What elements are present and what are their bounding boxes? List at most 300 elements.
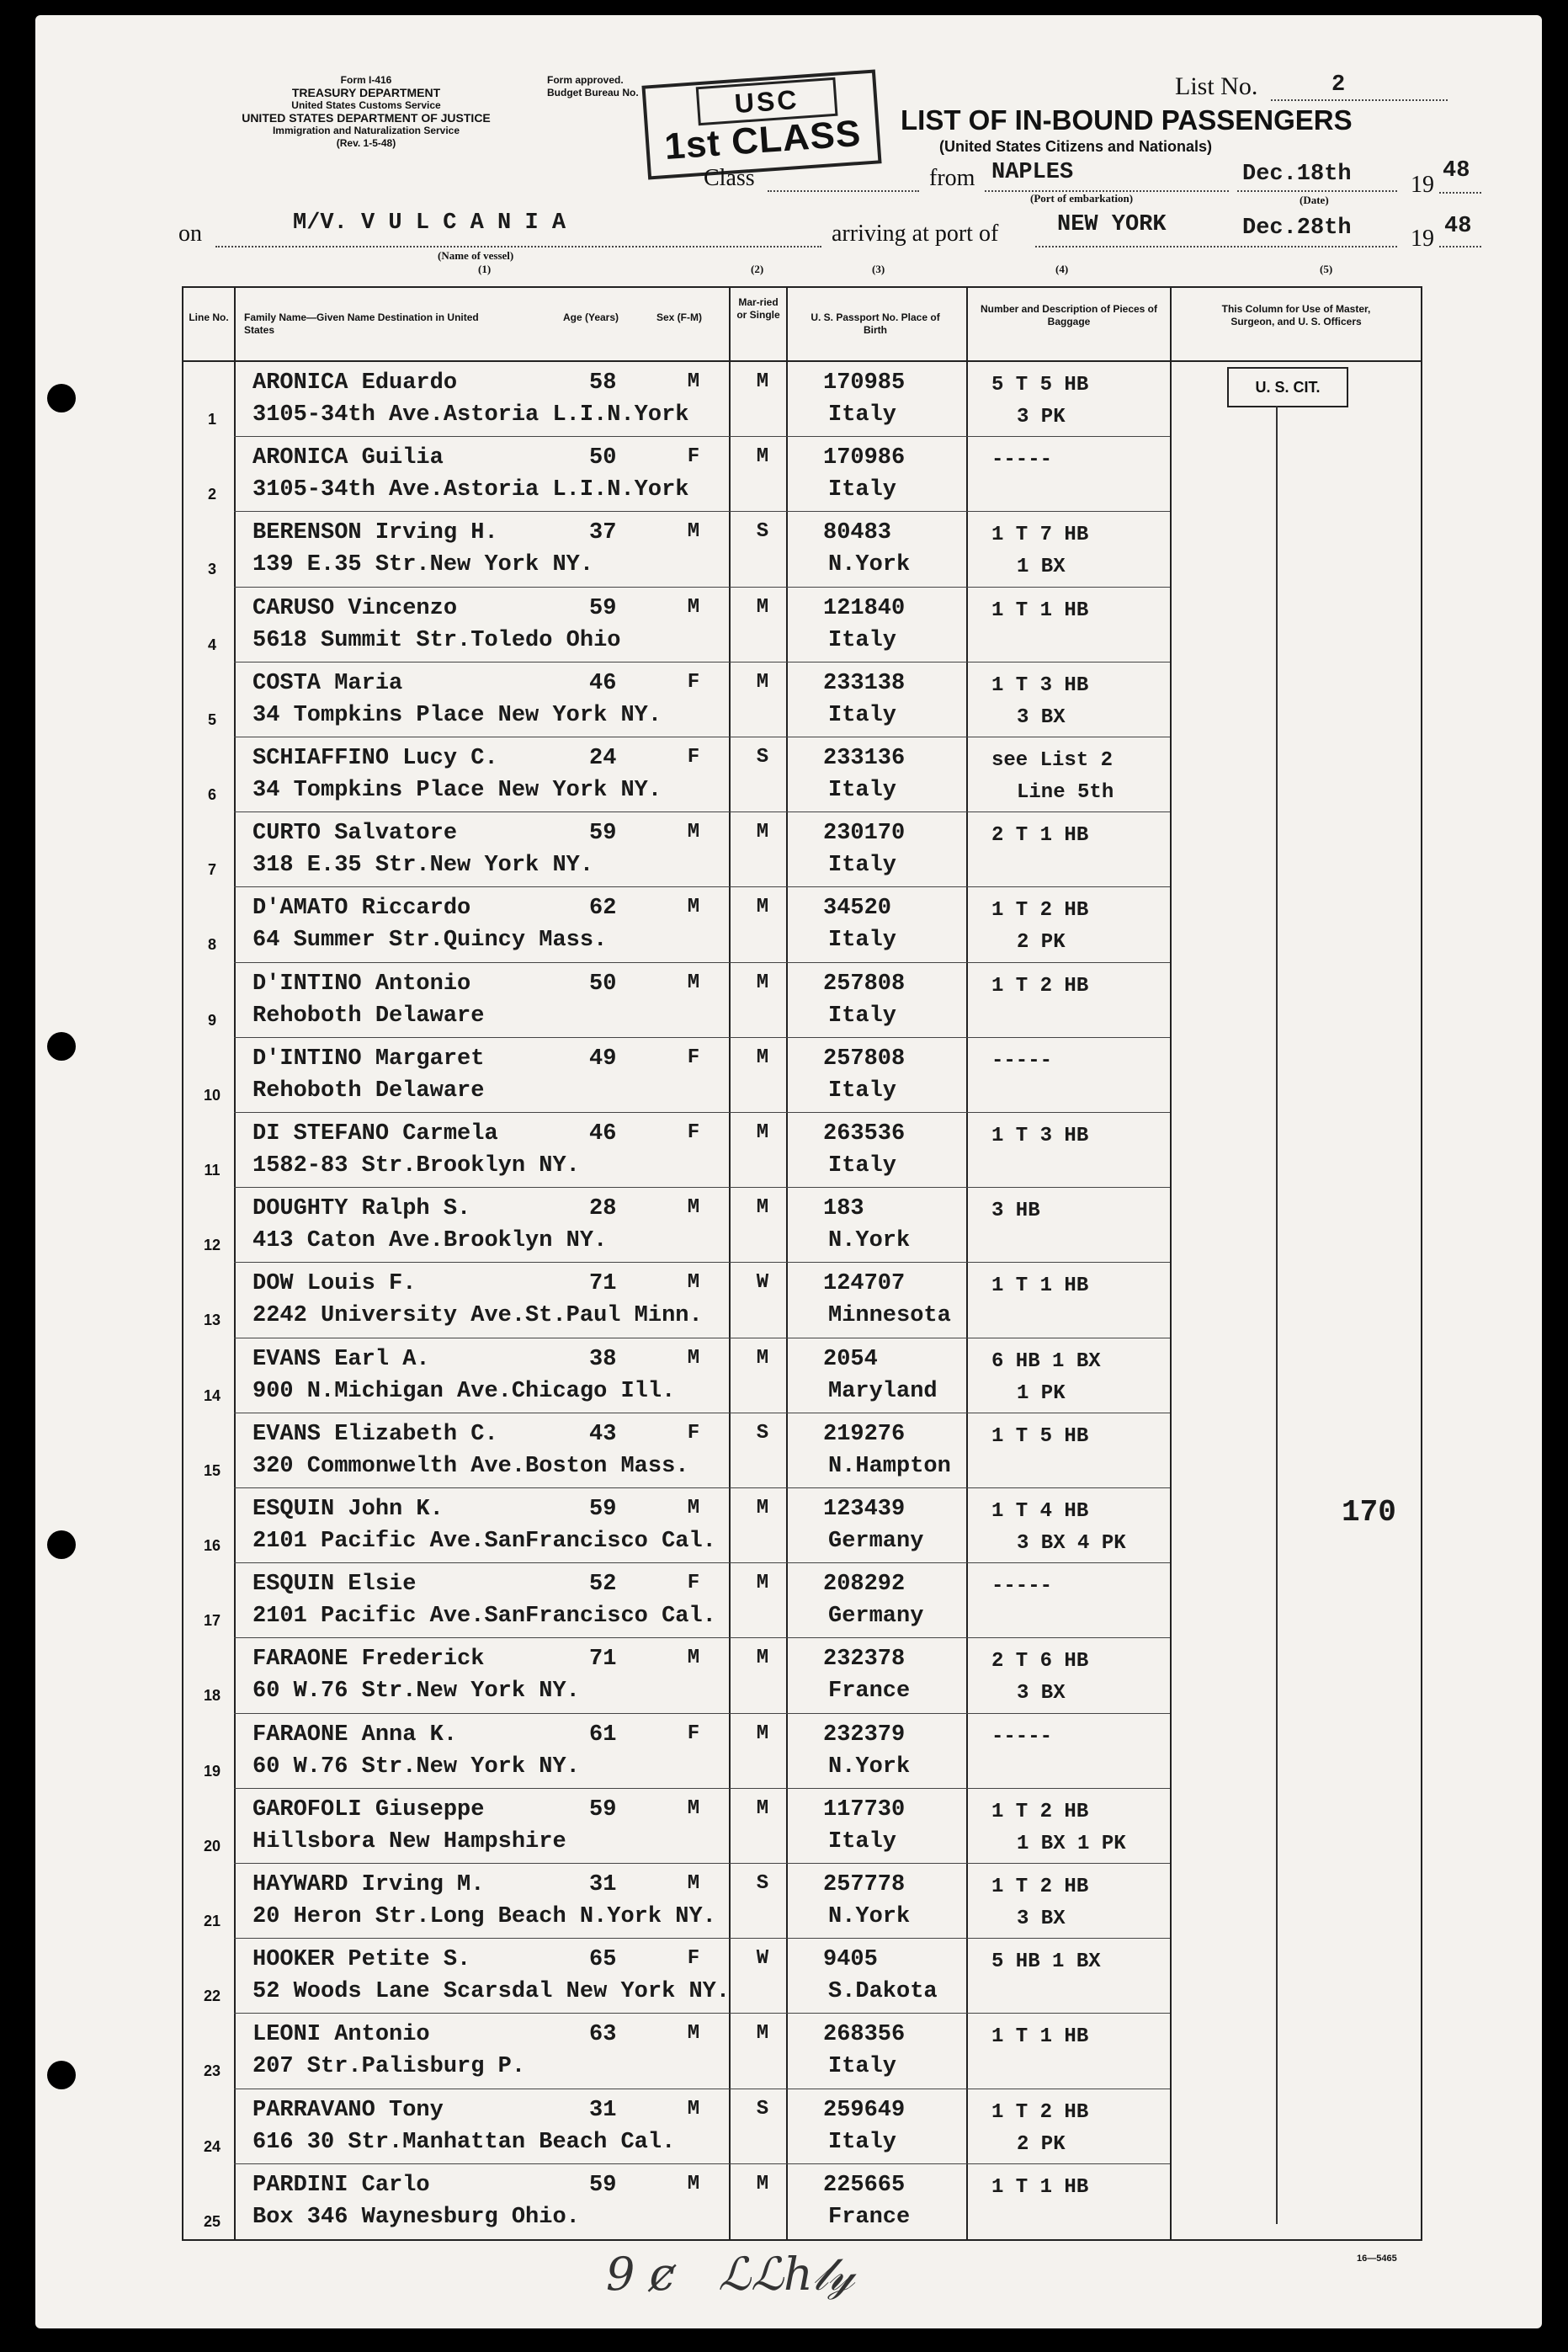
vessel-caption: (Name of vessel) [438, 249, 514, 262]
sex: F [687, 1121, 700, 1144]
baggage-line-1: ----- [991, 449, 1053, 472]
place-of-birth: Maryland [828, 1378, 938, 1404]
baggage-line-1: 5 T 5 HB [991, 374, 1089, 396]
sex: M [687, 2097, 700, 2121]
baggage-line-1: ----- [991, 1575, 1053, 1599]
row-separator [234, 1637, 1170, 1638]
place-of-birth: Italy [828, 477, 897, 503]
baggage-line-2: 2 PK [1017, 931, 1066, 955]
place-of-birth: N.Hampton [828, 1453, 951, 1479]
stamp-class: 1st CLASS [662, 112, 863, 168]
sex: F [687, 1721, 700, 1745]
age: 52 [589, 1572, 617, 1598]
passport-number: 225665 [823, 2172, 906, 2198]
age: 58 [589, 370, 617, 396]
baggage-line-1: 1 T 1 HB [991, 1274, 1089, 1298]
baggage-line-1: 5 HB 1 BX [991, 1950, 1101, 1974]
row-separator [234, 436, 1170, 437]
sex: M [687, 1647, 700, 1670]
marital-status: M [756, 896, 769, 919]
passport-number: 170986 [823, 445, 906, 471]
baggage-line-1: ----- [991, 1049, 1053, 1072]
passenger-name: ESQUIN John K. [252, 1497, 444, 1522]
baggage-line-2: 3 BX [1017, 705, 1066, 729]
age: 38 [589, 1346, 617, 1372]
passenger-name: ARONICA Guilia [252, 445, 444, 471]
usc-first-class-stamp [641, 69, 881, 179]
passport-number: 233136 [823, 746, 906, 771]
destination: 60 W.76 Str.New York NY. [252, 1679, 580, 1705]
embarkation-caption: (Port of embarkation) [1030, 192, 1134, 205]
place-of-birth: N.York [828, 1228, 911, 1254]
arriving-label: arriving at port of [832, 221, 999, 247]
sex: M [687, 1796, 700, 1820]
arrival-date: Dec.28th [1242, 216, 1352, 241]
sex: F [687, 1046, 700, 1069]
age: 37 [589, 520, 617, 546]
marital-status: M [756, 1647, 769, 1670]
row-separator [234, 1713, 1170, 1714]
destination: 207 Str.Palisburg P. [252, 2054, 526, 2080]
form-header-left [168, 74, 564, 150]
baggage-line-2: 3 BX 4 PK [1017, 1532, 1126, 1555]
place-of-birth: Italy [828, 778, 897, 803]
baggage-line-1: 1 T 2 HB [991, 899, 1089, 923]
row-separator [234, 962, 1170, 963]
baggage-line-1: 1 T 3 HB [991, 1125, 1089, 1147]
age: 31 [589, 2097, 617, 2123]
row-separator [234, 811, 1170, 812]
destination: Rehoboth Delaware [252, 1003, 485, 1029]
baggage-line-1: 1 T 2 HB [991, 974, 1089, 998]
sex: M [687, 821, 700, 844]
place-of-birth: Italy [828, 1828, 897, 1854]
baggage-line-1: 1 T 3 HB [991, 673, 1089, 697]
customs-service: United States Customs Service [291, 99, 441, 111]
passport-number: 34520 [823, 896, 892, 922]
passenger-name: PARRAVANO Tony [252, 2097, 444, 2123]
line-number: 16 [203, 1537, 221, 1554]
list-no-value: 2 [1331, 72, 1346, 98]
place-of-birth: Italy [828, 1003, 897, 1029]
place-of-birth: Germany [828, 1604, 924, 1630]
place-of-birth: Italy [828, 928, 897, 954]
sex: F [687, 670, 700, 694]
baggage-line-1: 2 T 1 HB [991, 824, 1089, 848]
sex: F [687, 1947, 700, 1971]
baggage-line-1: 1 T 1 HB [991, 2175, 1089, 2199]
year-prefix-2: 19 [1411, 226, 1434, 252]
line-number: 22 [203, 1987, 221, 2005]
marital-status: M [756, 2022, 769, 2046]
baggage-line-2: 3 BX [1017, 1908, 1066, 1930]
marital-status: M [756, 595, 769, 619]
age: 63 [589, 2022, 617, 2048]
baggage-line-2: 2 PK [1017, 2132, 1066, 2156]
baggage-line-2: 3 PK [1017, 406, 1066, 428]
line-number: 10 [203, 1086, 221, 1104]
passport-number: 257808 [823, 1046, 906, 1072]
destination: 34 Tompkins Place New York NY. [252, 702, 662, 728]
sex: F [687, 445, 700, 469]
row-separator [234, 1938, 1170, 1939]
age: 49 [589, 1046, 617, 1072]
line-number: 23 [203, 2062, 221, 2080]
sex: F [687, 1572, 700, 1595]
passenger-name: CARUSO Vincenzo [252, 595, 458, 621]
marital-status: S [756, 1421, 769, 1445]
destination: 320 Commonwelth Ave.Boston Mass. [252, 1453, 689, 1479]
marital-status: M [756, 1346, 769, 1370]
row-separator [234, 1562, 1170, 1563]
line-number: 17 [203, 1612, 221, 1630]
punch-hole [47, 384, 76, 412]
column-number-3: (3) [872, 263, 885, 275]
age: 46 [589, 1121, 617, 1147]
destination: 64 Summer Str.Quincy Mass. [252, 928, 608, 954]
baggage-line-2: 1 BX [1017, 556, 1066, 579]
passenger-name: ESQUIN Elsie [252, 1572, 417, 1598]
column-number-2: (2) [751, 263, 764, 275]
on-label: on [178, 221, 202, 247]
baggage-line-1: 1 T 2 HB [991, 2100, 1089, 2124]
line-number: 5 [207, 710, 216, 728]
list-no-label: List No. [1175, 72, 1258, 100]
line-number: 6 [207, 786, 216, 803]
revision-date: (Rev. 1-5-48) [336, 137, 396, 149]
passport-number: 263536 [823, 1121, 906, 1147]
sex: M [687, 1346, 700, 1370]
passport-number: 219276 [823, 1421, 906, 1447]
age: 62 [589, 896, 617, 922]
age: 59 [589, 2172, 617, 2198]
line-number: 1 [207, 411, 216, 428]
marital-status: M [756, 1497, 769, 1519]
header-passport: U. S. Passport No. Place of Birth [811, 311, 940, 336]
destination: 20 Heron Str.Long Beach N.York NY. [252, 1904, 716, 1929]
passenger-name: SCHIAFFINO Lucy C. [252, 746, 498, 771]
place-of-birth: France [828, 1679, 911, 1705]
place-of-birth: N.York [828, 1753, 911, 1780]
destination: 2101 Pacific Ave.SanFrancisco Cal. [252, 1529, 716, 1554]
marital-status: S [756, 1872, 769, 1895]
marital-status: M [756, 1196, 769, 1220]
punch-hole [47, 1032, 76, 1061]
punch-hole [47, 2061, 76, 2089]
passport-number: 257778 [823, 1872, 906, 1897]
row-separator [234, 886, 1170, 887]
destination: 1582-83 Str.Brooklyn NY. [252, 1153, 580, 1179]
line-number: 3 [207, 561, 216, 578]
date-caption: (Date) [1300, 194, 1329, 206]
line-number: 14 [203, 1386, 221, 1404]
place-of-birth: S.Dakota [828, 1979, 938, 2005]
destination: 60 W.76 Str.New York NY. [252, 1753, 580, 1780]
age: 46 [589, 670, 617, 696]
row-separator [234, 1487, 1170, 1488]
passenger-name: HOOKER Petite S. [252, 1947, 471, 1973]
line-number: 9 [207, 1011, 216, 1029]
line-number: 4 [207, 636, 216, 653]
sex: M [687, 2172, 700, 2195]
form-number: Form I-416 [340, 74, 392, 86]
header-baggage: Number and Description of Pieces of Baggage [980, 303, 1158, 327]
passport-number: 208292 [823, 1572, 906, 1598]
marital-status: M [756, 1121, 769, 1144]
header-name: Family Name—Given Name Destination in United States [244, 311, 479, 336]
header-officers: This Column for Use of Master, Surgeon, and U. S. Officers [1221, 303, 1371, 327]
row-separator [234, 1187, 1170, 1188]
passport-number: 124707 [823, 1271, 906, 1297]
baggage-line-1: see List 2 [991, 749, 1114, 772]
age: 59 [589, 1497, 617, 1522]
header-line-no: Line No. [189, 311, 229, 323]
line-number: 25 [203, 2212, 221, 2230]
passenger-name: ARONICA Eduardo [252, 370, 458, 396]
marital-status: M [756, 821, 769, 844]
row-separator [234, 587, 1170, 588]
place-of-birth: France [828, 2204, 911, 2230]
place-of-birth: Germany [828, 1529, 924, 1554]
passport-number: 257808 [823, 971, 906, 997]
row-separator [234, 2013, 1170, 2014]
marital-status: M [756, 370, 769, 393]
destination: 139 E.35 Str.New York NY. [252, 552, 594, 578]
sex: M [687, 1872, 700, 1895]
passport-number: 259649 [823, 2097, 906, 2123]
age: 61 [589, 1721, 617, 1748]
place-of-birth: Italy [828, 853, 897, 879]
baggage-line-2: 3 BX [1017, 1682, 1066, 1705]
column-number-4: (4) [1055, 263, 1069, 275]
baggage-line-1: 1 T 7 HB [991, 524, 1089, 547]
punch-hole [47, 1530, 76, 1559]
place-of-birth: N.York [828, 1904, 911, 1929]
marital-status: M [756, 1046, 769, 1069]
destination: 2101 Pacific Ave.SanFrancisco Cal. [252, 1604, 716, 1630]
destination: 318 E.35 Str.New York NY. [252, 853, 594, 879]
passenger-name: D'INTINO Antonio [252, 971, 471, 997]
place-of-birth: Italy [828, 702, 897, 728]
row-separator [234, 1262, 1170, 1263]
passenger-name: PARDINI Carlo [252, 2172, 430, 2198]
ins-service: Immigration and Naturalization Service [272, 125, 460, 136]
passport-number: 230170 [823, 821, 906, 847]
sex: M [687, 2022, 700, 2046]
baggage-line-2: Line 5th [1017, 781, 1114, 804]
destination: 52 Woods Lane Scarsdal New York NY. [252, 1979, 731, 2005]
age: 50 [589, 445, 617, 471]
line-number: 19 [203, 1762, 221, 1780]
passport-number: 170985 [823, 370, 906, 396]
passport-number: 123439 [823, 1497, 906, 1522]
place-of-birth: Italy [828, 2054, 897, 2080]
baggage-line-1: 1 T 1 HB [991, 2025, 1089, 2049]
age: 43 [589, 1421, 617, 1447]
line-number: 8 [207, 936, 216, 954]
handwritten-signature: 9 ȼ ℒℒℎ𝓁𝓎 [606, 2248, 855, 2301]
age: 50 [589, 971, 617, 997]
passport-number: 232379 [823, 1721, 906, 1748]
passport-number: 268356 [823, 2022, 906, 2048]
age: 59 [589, 1796, 617, 1823]
vessel-name: M/V. V U L C A N I A [293, 210, 566, 236]
destination: 413 Caton Ave.Brooklyn NY. [252, 1228, 608, 1254]
form-reference: 16—5465 [1357, 2254, 1397, 2264]
age: 28 [589, 1196, 617, 1222]
passenger-name: BERENSON Irving H. [252, 520, 498, 546]
form-approved: Form approved. [547, 74, 624, 86]
passenger-name: HAYWARD Irving M. [252, 1872, 485, 1897]
age: 24 [589, 746, 617, 771]
passenger-name: D'AMATO Riccardo [252, 896, 471, 922]
sex: M [687, 971, 700, 994]
sex: F [687, 1421, 700, 1445]
marital-status: M [756, 445, 769, 469]
arrival-year: 48 [1444, 214, 1472, 239]
passenger-name: LEONI Antonio [252, 2022, 430, 2048]
sex: F [687, 746, 700, 769]
line-number: 15 [203, 1461, 221, 1479]
marital-status: W [756, 1947, 769, 1971]
marital-status: M [756, 670, 769, 694]
passenger-name: DOUGHTY Ralph S. [252, 1196, 471, 1222]
place-of-birth: Italy [828, 1078, 897, 1104]
class-label: Class [704, 165, 755, 191]
marital-status: M [756, 1572, 769, 1595]
column-number-1: (1) [478, 263, 492, 275]
passenger-name: D'INTINO Margaret [252, 1046, 485, 1072]
marital-status: S [756, 746, 769, 769]
passenger-name: GAROFOLI Giuseppe [252, 1796, 485, 1823]
destination: Rehoboth Delaware [252, 1078, 485, 1104]
baggage-line-2: 1 PK [1017, 1381, 1066, 1405]
passenger-name: FARAONE Frederick [252, 1647, 485, 1673]
place-of-birth: Italy [828, 2129, 897, 2155]
line-number: 7 [207, 861, 216, 879]
destination: Box 346 Waynesburg Ohio. [252, 2204, 580, 2230]
form-approval [547, 74, 639, 99]
port-of-embarkation: NAPLES [991, 160, 1074, 185]
passport-number: 233138 [823, 670, 906, 696]
baggage-line-1: 2 T 6 HB [991, 1650, 1089, 1674]
passport-number: 183 [823, 1196, 864, 1222]
passenger-name: EVANS Elizabeth C. [252, 1421, 498, 1447]
passport-number: 2054 [823, 1346, 878, 1372]
destination: 900 N.Michigan Ave.Chicago Ill. [252, 1378, 676, 1404]
marital-status: M [756, 971, 769, 994]
passenger-name: COSTA Maria [252, 670, 403, 696]
passport-number: 9405 [823, 1947, 878, 1973]
destination: 3105-34th Ave.Astoria L.I.N.York [252, 477, 689, 503]
passport-number: 80483 [823, 520, 892, 546]
passenger-name: FARAONE Anna K. [252, 1721, 458, 1748]
row-separator [234, 2163, 1170, 2164]
marital-status: W [756, 1271, 769, 1295]
line-number: 13 [203, 1312, 221, 1329]
stamp-usc: USC [696, 77, 838, 125]
embarkation-year: 48 [1443, 158, 1470, 184]
place-of-birth: Minnesota [828, 1303, 951, 1329]
row-separator [234, 1863, 1170, 1864]
arrival-port: NEW YORK [1057, 212, 1167, 237]
passenger-name: CURTO Salvatore [252, 821, 458, 847]
age: 65 [589, 1947, 617, 1973]
passport-number: 232378 [823, 1647, 906, 1673]
header-married: Mar-ried or Single [736, 296, 780, 321]
baggage-line-1: ----- [991, 1725, 1053, 1748]
marital-status: M [756, 2172, 769, 2195]
row-separator [234, 511, 1170, 512]
sex: M [687, 896, 700, 919]
marital-status: M [756, 1721, 769, 1745]
marital-status: S [756, 2097, 769, 2121]
budget-bureau: Budget Bureau No. [547, 87, 639, 98]
marital-status: S [756, 520, 769, 544]
from-label: from [929, 165, 975, 191]
baggage-line-1: 1 T 4 HB [991, 1500, 1089, 1523]
place-of-birth: Italy [828, 402, 897, 428]
sex: M [687, 370, 700, 393]
sex: M [687, 1497, 700, 1519]
age: 59 [589, 595, 617, 621]
page-title: LIST OF IN-BOUND PASSENGERS [901, 104, 1353, 136]
passenger-name: DOW Louis F. [252, 1271, 417, 1297]
place-of-birth: N.York [828, 552, 911, 578]
line-number: 24 [203, 2137, 221, 2155]
treasury-department: TREASURY DEPARTMENT [291, 86, 441, 99]
header-sex: Sex (F-M) [656, 311, 702, 323]
passport-number: 117730 [823, 1796, 906, 1823]
sex: M [687, 595, 700, 619]
age: 71 [589, 1271, 617, 1297]
baggage-line-1: 1 T 2 HB [991, 1800, 1089, 1823]
age: 59 [589, 821, 617, 847]
passenger-name: EVANS Earl A. [252, 1346, 430, 1372]
place-of-birth: Italy [828, 1153, 897, 1179]
baggage-line-1: 3 HB [991, 1200, 1040, 1223]
year-prefix: 19 [1411, 172, 1434, 198]
age: 71 [589, 1647, 617, 1673]
baggage-line-1: 1 T 1 HB [991, 599, 1089, 622]
baggage-line-1: 1 T 5 HB [991, 1424, 1089, 1448]
destination: 5618 Summit Str.Toledo Ohio [252, 627, 621, 653]
officer-note: 170 [1342, 1495, 1396, 1530]
sex: M [687, 520, 700, 544]
row-separator [234, 1788, 1170, 1789]
age: 31 [589, 1872, 617, 1897]
header-age: Age (Years) [562, 311, 619, 323]
place-of-birth: Italy [828, 627, 897, 653]
marital-status: M [756, 1796, 769, 1820]
sex: M [687, 1196, 700, 1220]
column-number-5: (5) [1320, 263, 1333, 275]
baggage-line-1: 6 HB 1 BX [991, 1349, 1101, 1373]
passenger-name: DI STEFANO Carmela [252, 1121, 498, 1147]
baggage-line-2: 1 BX 1 PK [1017, 1832, 1126, 1855]
destination: 616 30 Str.Manhattan Beach Cal. [252, 2129, 676, 2155]
justice-department: UNITED STATES DEPARTMENT OF JUSTICE [242, 111, 491, 125]
line-number: 2 [207, 486, 216, 503]
row-separator [234, 1037, 1170, 1038]
page-subtitle: (United States Citizens and Nationals) [939, 138, 1213, 155]
destination: 2242 University Ave.St.Paul Minn. [252, 1303, 703, 1329]
line-number: 18 [203, 1687, 221, 1705]
officer-mark-line [1276, 406, 1278, 2224]
line-number: 21 [203, 1913, 221, 1929]
line-number: 20 [203, 1837, 221, 1854]
row-separator [234, 1112, 1170, 1113]
